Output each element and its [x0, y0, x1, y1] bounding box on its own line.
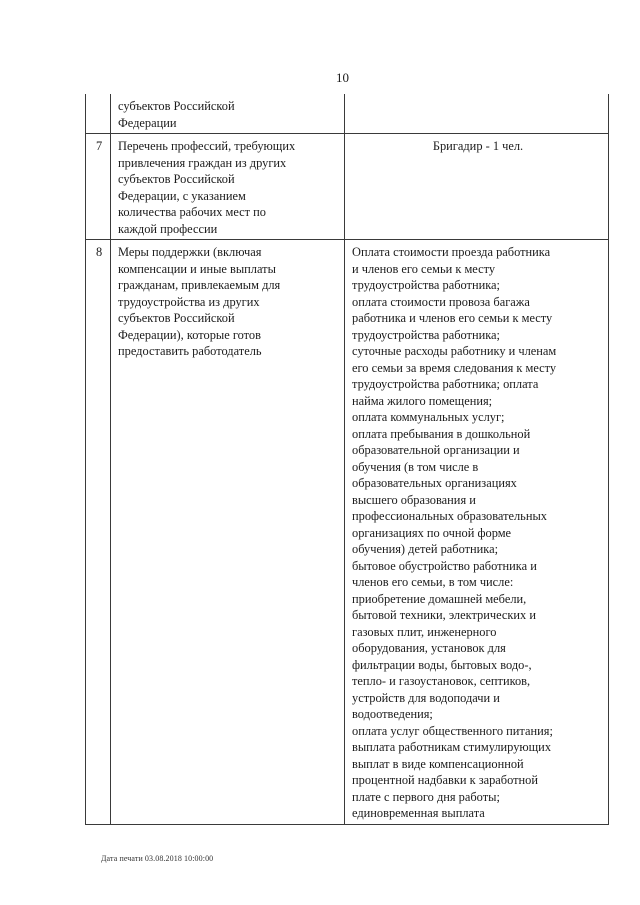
value-line: оборудования, установок для: [352, 641, 506, 655]
value-line: бытовой техники, электрических и: [352, 608, 536, 622]
row-name-cell: [111, 240, 345, 825]
value-line: трудоустройства работника; оплата: [352, 377, 539, 391]
value-line: тепло- и газоустановок, септиков,: [352, 674, 531, 688]
name-line: трудоустройства из других: [118, 294, 260, 309]
value-line: трудоустройства работника;: [352, 327, 501, 342]
value-line: устройств для водоподачи и: [352, 690, 500, 705]
value-line: членов его семьи, в том числе:: [352, 575, 514, 589]
value-line: оплата стоимости провоза багажа: [352, 294, 530, 309]
name-line: компенсации и иные выплаты: [118, 261, 276, 276]
name-line: Федерации, с указанием: [118, 188, 246, 203]
value-line: водоотведения;: [352, 707, 433, 721]
name-line: гражданам, привлекаемым для: [118, 278, 281, 292]
row-value-cell: [345, 240, 609, 825]
value-line: единовременная выплата: [352, 806, 485, 820]
value-line: газовых плит, инженерного: [352, 624, 497, 639]
name-line: предоставить работодатель: [118, 344, 262, 358]
row-name-cell: [111, 134, 345, 240]
table-row: [86, 134, 609, 240]
value-line: Бригадир - 1 чел.: [432, 139, 524, 153]
name-line: привлечения граждан из других: [118, 155, 287, 170]
value-line: Оплата стоимости проезда работника: [352, 245, 551, 259]
value-line: оплата пребывания в дошкольной: [352, 426, 531, 441]
value-line: оплата коммунальных услуг;: [352, 410, 505, 424]
value-line: образовательной организации и: [352, 443, 520, 457]
name-line: Перечень профессий, требующих: [118, 139, 296, 153]
value-line: приобретение домашней мебели,: [352, 591, 527, 606]
row-name-cell: [111, 94, 345, 134]
page-number: 10: [336, 70, 349, 85]
value-line: обучения (в том числе в: [352, 459, 479, 474]
value-line: бытовое обустройство работника и: [352, 558, 537, 573]
row-value-cell: [345, 94, 609, 134]
value-line: высшего образования и: [352, 492, 476, 507]
value-line: обучения) детей работника;: [352, 542, 499, 556]
name-line: Меры поддержки (включая: [118, 245, 262, 259]
value-line: выплата работникам стимулирующих: [352, 740, 552, 754]
row-value-cell: [345, 134, 609, 240]
value-line: организациях по очной форме: [352, 525, 512, 540]
name-line: субъектов Российской: [118, 172, 235, 186]
value-line: оплата услуг общественного питания;: [352, 723, 553, 738]
value-line: выплат в виде компенсационной: [352, 756, 524, 771]
name-line: количества рабочих мест по: [118, 205, 266, 219]
value-line: и членов его семьи к месту: [352, 261, 496, 276]
name-line: каждой профессии: [118, 221, 218, 236]
row-number: [86, 94, 111, 134]
name-line: Федерации), которые готов: [118, 327, 261, 342]
name-line: субъектов Российской: [118, 99, 235, 113]
name-line: субъектов Российской: [118, 311, 235, 325]
row-number: 8: [86, 240, 111, 825]
value-line: процентной надбавки к заработной: [352, 773, 539, 787]
value-line: фильтрации воды, бытовых водо-,: [352, 657, 532, 672]
value-line: плате с первого дня работы;: [352, 789, 500, 804]
name-line: Федерации: [118, 115, 177, 130]
table-row: [86, 240, 609, 825]
measures-table: [85, 94, 609, 825]
row-number: 7: [86, 134, 111, 240]
value-line: трудоустройства работника;: [352, 278, 501, 292]
value-line: суточные расходы работнику и членам: [352, 344, 557, 358]
value-line: работника и членов его семьи к месту: [352, 311, 553, 325]
value-line: найма жилого помещения;: [352, 393, 493, 408]
print-date-footer: Дата печати 03.08.2018 10:00:00: [101, 854, 214, 863]
value-line: профессиональных образовательных: [352, 509, 547, 523]
value-line: его семьи за время следования к месту: [352, 360, 557, 375]
table-row: [86, 94, 609, 134]
value-line: образовательных организациях: [352, 476, 517, 490]
